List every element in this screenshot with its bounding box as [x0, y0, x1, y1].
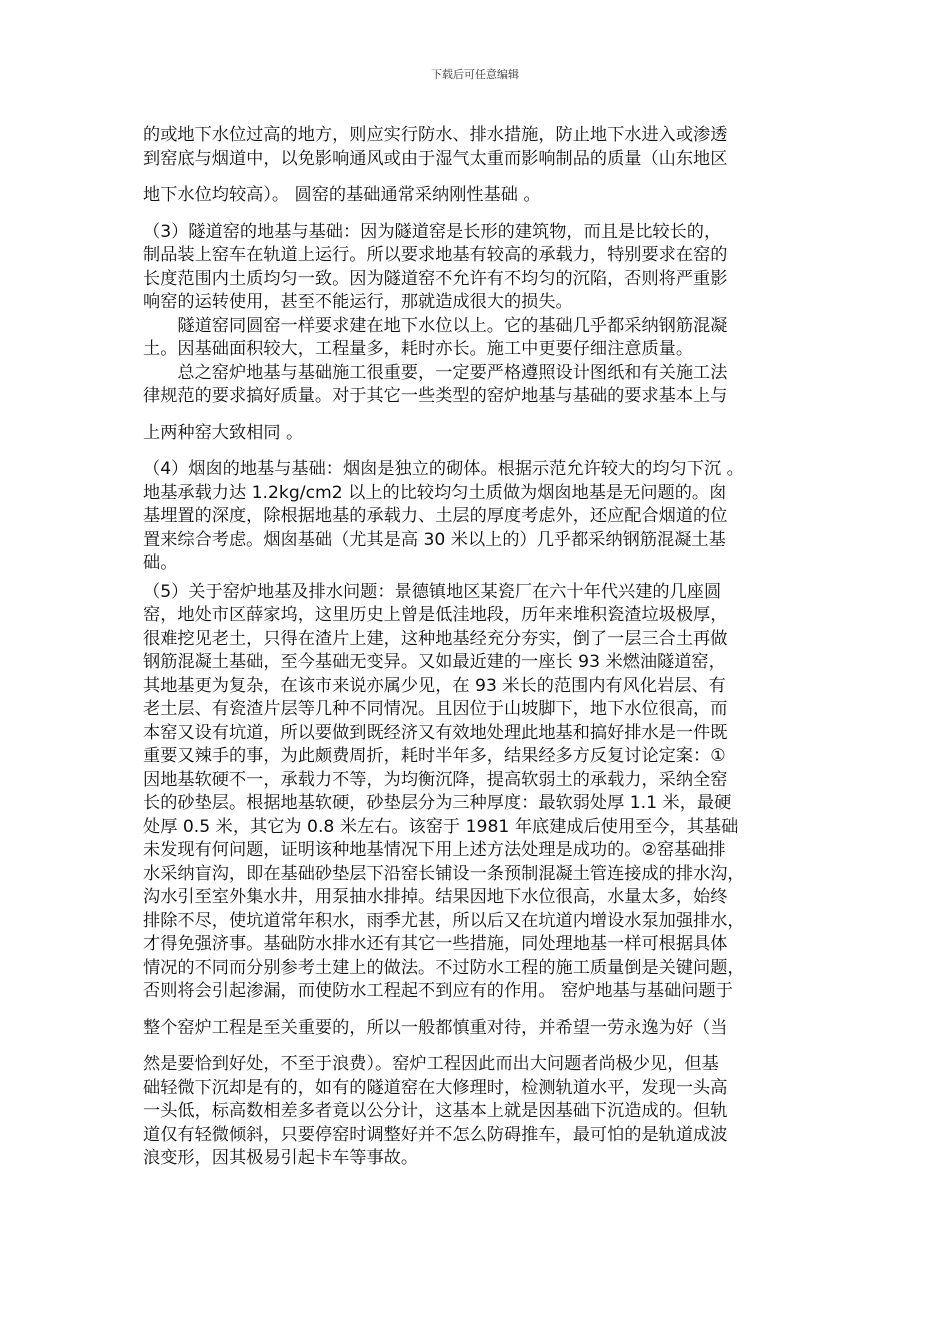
- text-line: 上两种窑大致相同 。: [143, 422, 304, 443]
- text-line: 浪变形，因其极易引起卡车等事故。: [143, 1148, 419, 1168]
- text-line: 然是要恰到好处，不至于浪费）。窑炉工程因此而出大问题者尚极少见，但基: [143, 1054, 719, 1074]
- document-body: [143, 124, 826, 1171]
- text-line: 地下水位均较高）。 圆窑的基础通常采纳刚性基础 。: [143, 185, 541, 205]
- text-line: 钢筋混凝土基础，至今基础无变异。又如最近建的一座长 93 米燃油隧道窑，: [143, 652, 726, 672]
- text-line: （5）关于窑炉地基及排水问题：景德镇地区某瓷厂在六十年代兴建的几座圆: [143, 581, 722, 602]
- text-line: 道仅有轻微倾斜，只要停窑时调整好并不怎么防碍推车，最可怕的是轨道成波: [143, 1124, 728, 1145]
- text-line: （3）隧道窑的地基与基础：因为隧道窑是长形的建筑物，而且是比较长的，: [143, 221, 722, 242]
- text-line: 窑，地处市区薛家坞，这里历史上曾是低洼地段，历年来堆积瓷渣垃圾极厚，: [143, 605, 728, 625]
- text-line: 处厚 0.5 米，其它为 0.8 米左右。该窑于 1981 年底建成后使用至今，其基础: [143, 816, 739, 837]
- text-line: 水采纳盲沟，即在基础砂垫层下沿窑长铺设一条预制混凝土管连接成的排水沟，: [143, 863, 745, 884]
- text-line: 排除不尽，使坑道常年积水，雨季尤甚，所以后又在坑道内增设水泵加强排水，: [143, 910, 745, 931]
- text-line: 未发现有何问题，证明该种地基情况下用上述方法处理是成功的。②窑基础排: [143, 840, 726, 860]
- text-line: （4）烟囱的地基与基础：烟囱是独立的砌体。根据示范允许较大的均匀下沉 。: [143, 459, 744, 479]
- text-line: 整个窑炉工程是至关重要的，所以一般都慎重对待，并希望一劳永逸为好（当: [143, 1017, 728, 1038]
- text-line: 基埋置的深度，除根据地基的承载力、土层的厚度考虑外，还应配合烟道的位: [143, 506, 728, 526]
- text-line: 一头低，标高数相差多者竟以公分计，这基本上就是因基础下沉造成的。但轨: [143, 1101, 728, 1121]
- text-line: 长度范围内土质均匀一致。因为隧道窑不允许有不均匀的沉陷，否则将严重影: [143, 268, 728, 289]
- text-line: 土。因基础面积较大，工程量多，耗时亦长。施工中更要仔细注意质量。: [143, 339, 694, 359]
- text-line: 总之窑炉地基与基础施工很重要，一定要严格遵照设计图纸和有关施工法: [143, 362, 728, 383]
- text-line: 响窑的运转使用，甚至不能运行，那就造成很大的损失。: [143, 292, 573, 312]
- text-line: 否则将会引起渗漏，而使防水工程起不到应有的作用。 窑炉地基与基础问题于: [143, 981, 733, 1001]
- text-line: 本窑又设有坑道，所以要做到既经济又有效地处理此地基和搞好排水是一件既: [143, 722, 728, 743]
- page-header: 下载后可任意编辑: [431, 68, 519, 81]
- text-line: 因地基软硬不一，承载力不等，为均衡沉降，提高软弱土的承载力，采纳全窑: [143, 769, 728, 790]
- text-line: 制品装上窑车在轨道上运行。所以要求地基有较高的承载力，特别要求在窑的: [143, 245, 728, 265]
- text-line: 础。: [143, 553, 178, 573]
- text-line: 老土层、有瓷渣片层等几种不同情况。且因位于山坡脚下，地下水位很高，而: [143, 699, 728, 719]
- text-line: 才得免强济事。基础防水排水还有其它一些措施，同处理地基一样可根据具体: [143, 934, 728, 954]
- text-line: 很难挖见老土，只得在渣片上建，这种地基经充分夯实，倒了一层三合土再做: [143, 628, 728, 649]
- text-line: 置来综合考虑。烟囱基础（尤其是高 30 米以上的）几乎都采纳钢筋混凝土基: [143, 529, 726, 550]
- text-line: 础轻微下沉却是有的，如有的隧道窑在大修理时，检测轨道水平，发现一头高: [143, 1077, 728, 1098]
- text-line: 沟水引至室外集水井，用泵抽水排掉。结果因地下水位很高，水量太多，始终: [143, 887, 728, 907]
- text-line: 律规范的要求搞好质量。对于其它一些类型的窑炉地基与基础的要求基本上与: [143, 386, 728, 406]
- text-line: 其地基更为复杂，在该市来说亦属少见，在 93 米长的范围内有风化岩层、有: [143, 675, 726, 696]
- text-line: 长的砂垫层。根据地基软硬，砂垫层分为三种厚度：最软弱处厚 1.1 米，最硬: [143, 793, 732, 813]
- text-line: 地基承载力达 1.2kg/cm2 以上的比较均匀土质做为烟囱地基是无问题的。囱: [143, 482, 727, 503]
- text-line: 重要又辣手的事，为此颇费周折，耗时半年多，结果经多方反复讨论定案：①: [143, 746, 726, 766]
- text-line: 情况的不同而分别参考土建上的做法。不过防水工程的施工质量倒是关键问题，: [143, 957, 745, 978]
- text-line: 的或地下水位过高的地方，则应实行防水、排水措施，防止地下水进入或渗透: [143, 125, 728, 145]
- text-line: 到窑底与烟道中，以免影响通风或由于湿气太重而影响制品的质量（山东地区: [143, 148, 728, 169]
- text-line: 隧道窑同圆窑一样要求建在地下水位以上。它的基础几乎都采纳钢筋混凝: [143, 315, 728, 336]
